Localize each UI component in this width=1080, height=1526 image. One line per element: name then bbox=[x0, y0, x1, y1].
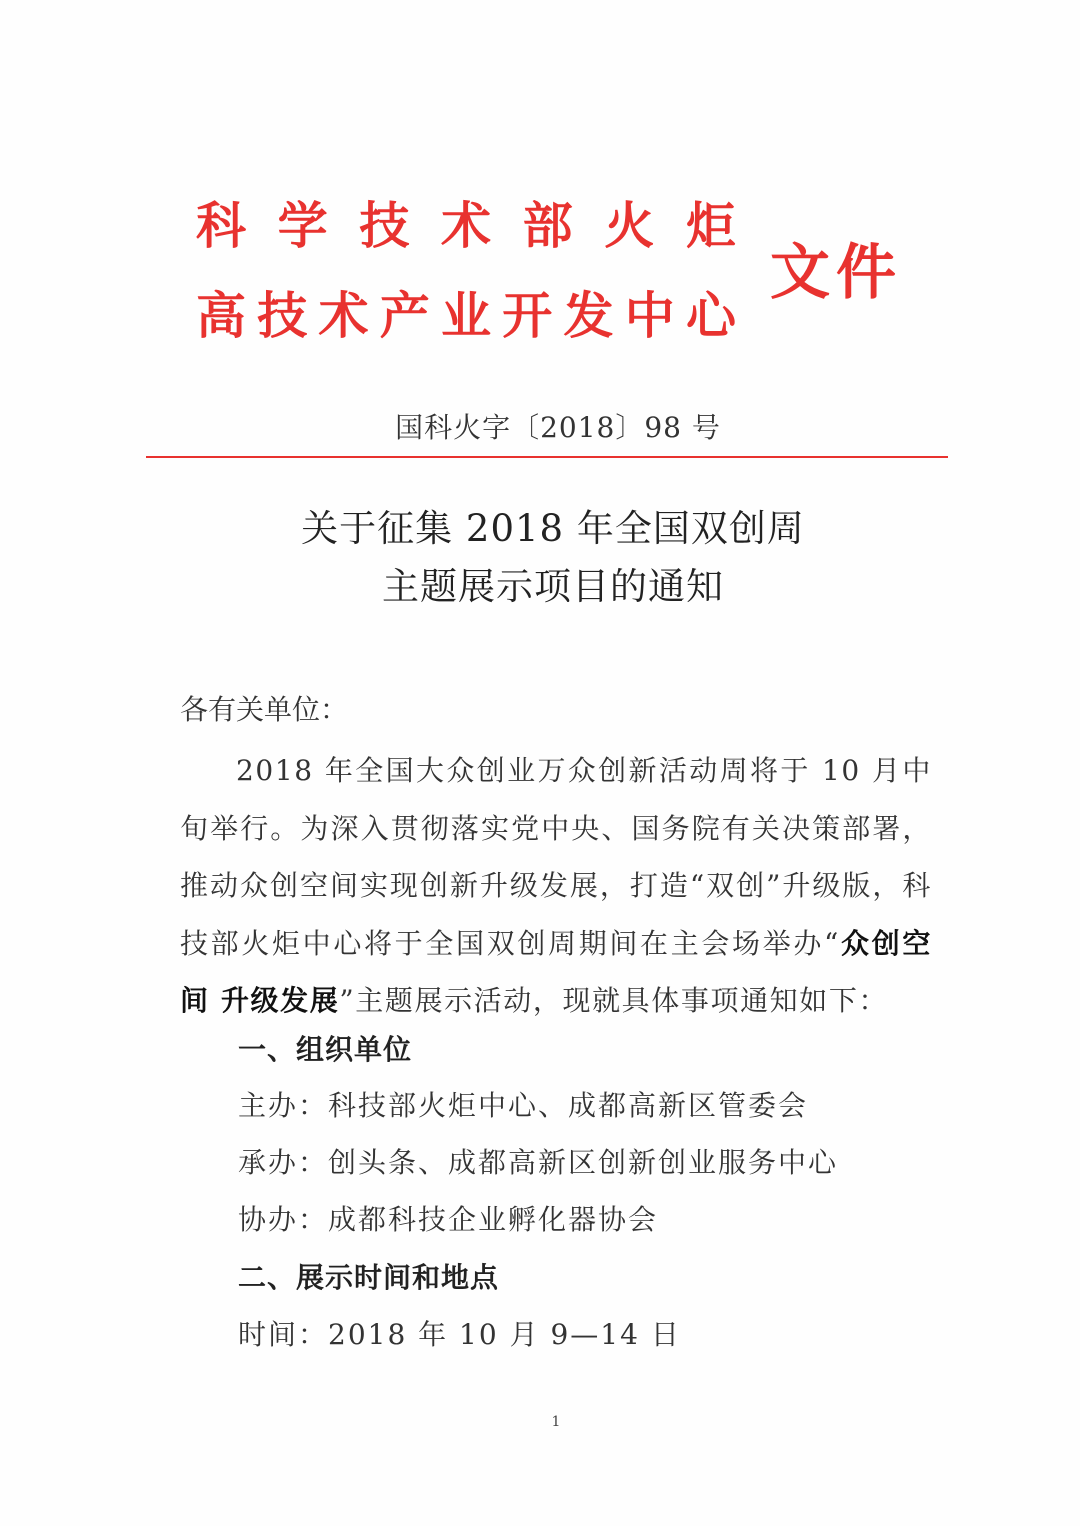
section-heading-organizers: 一、组织单位 bbox=[238, 1033, 413, 1066]
issuer-char: 产 bbox=[379, 287, 430, 345]
section-heading-time-place: 二、展示时间和地点 bbox=[238, 1261, 500, 1294]
issuer-char: 学 bbox=[277, 197, 328, 255]
issuer-char: 业 bbox=[441, 287, 491, 345]
document-number: 国科火字〔2018〕98 号 bbox=[395, 411, 721, 444]
issuer-char: 高 bbox=[196, 287, 246, 345]
salutation: 各有关单位： bbox=[180, 693, 349, 726]
issuer-name bbox=[196, 196, 736, 346]
document-suffix: 文件 bbox=[770, 238, 902, 308]
title-line-2: 主题展示项目的通知 bbox=[382, 565, 724, 608]
issuer-line-1 bbox=[196, 196, 736, 256]
intro-text-before: 2018 年全国大众创业万众创新活动周将于 10 月中旬举行。为深入贯彻落实党中央、国务院有关决策部署，推动众创空间实现创新升级发展，打造“双创”升级版，科技部火炬中心将于全国双创周期间在主会场举办“ bbox=[180, 754, 932, 960]
intro-text-after: ”主题展示活动，现就具体事项通知如下： bbox=[339, 984, 889, 1017]
issuer-char: 技 bbox=[359, 197, 410, 255]
document-title bbox=[0, 500, 1080, 616]
undertaker-line: 承办：创头条、成都高新区创新创业服务中心 bbox=[238, 1146, 839, 1179]
issuer-char: 术 bbox=[440, 197, 491, 255]
time-line: 时间：2018 年 10 月 9—14 日 bbox=[238, 1318, 681, 1351]
issuer-char: 心 bbox=[686, 287, 736, 345]
host-line: 主办：科技部火炬中心、成都高新区管委会 bbox=[238, 1089, 809, 1122]
page-number: 1 bbox=[551, 1414, 561, 1430]
title-line-1: 关于征集 2018 年全国双创周 bbox=[301, 507, 805, 550]
issuer-char: 部 bbox=[522, 197, 573, 255]
intro-bold-phrase: 众创空间 升级发展 bbox=[180, 926, 932, 1017]
issuer-char: 中 bbox=[624, 287, 675, 345]
issuer-char: 技 bbox=[257, 287, 308, 345]
issuer-char: 开 bbox=[502, 287, 553, 345]
issuer-char: 术 bbox=[318, 287, 369, 345]
issuer-char: 火 bbox=[604, 197, 655, 255]
issuer-line-2 bbox=[196, 286, 736, 346]
issuer-char: 发 bbox=[563, 287, 614, 345]
red-divider bbox=[146, 456, 948, 458]
issuer-char: 科 bbox=[196, 197, 246, 255]
issuer-char: 炬 bbox=[685, 197, 736, 255]
intro-paragraph bbox=[180, 742, 932, 1030]
co-organizer-line: 协办：成都科技企业孵化器协会 bbox=[238, 1203, 659, 1236]
